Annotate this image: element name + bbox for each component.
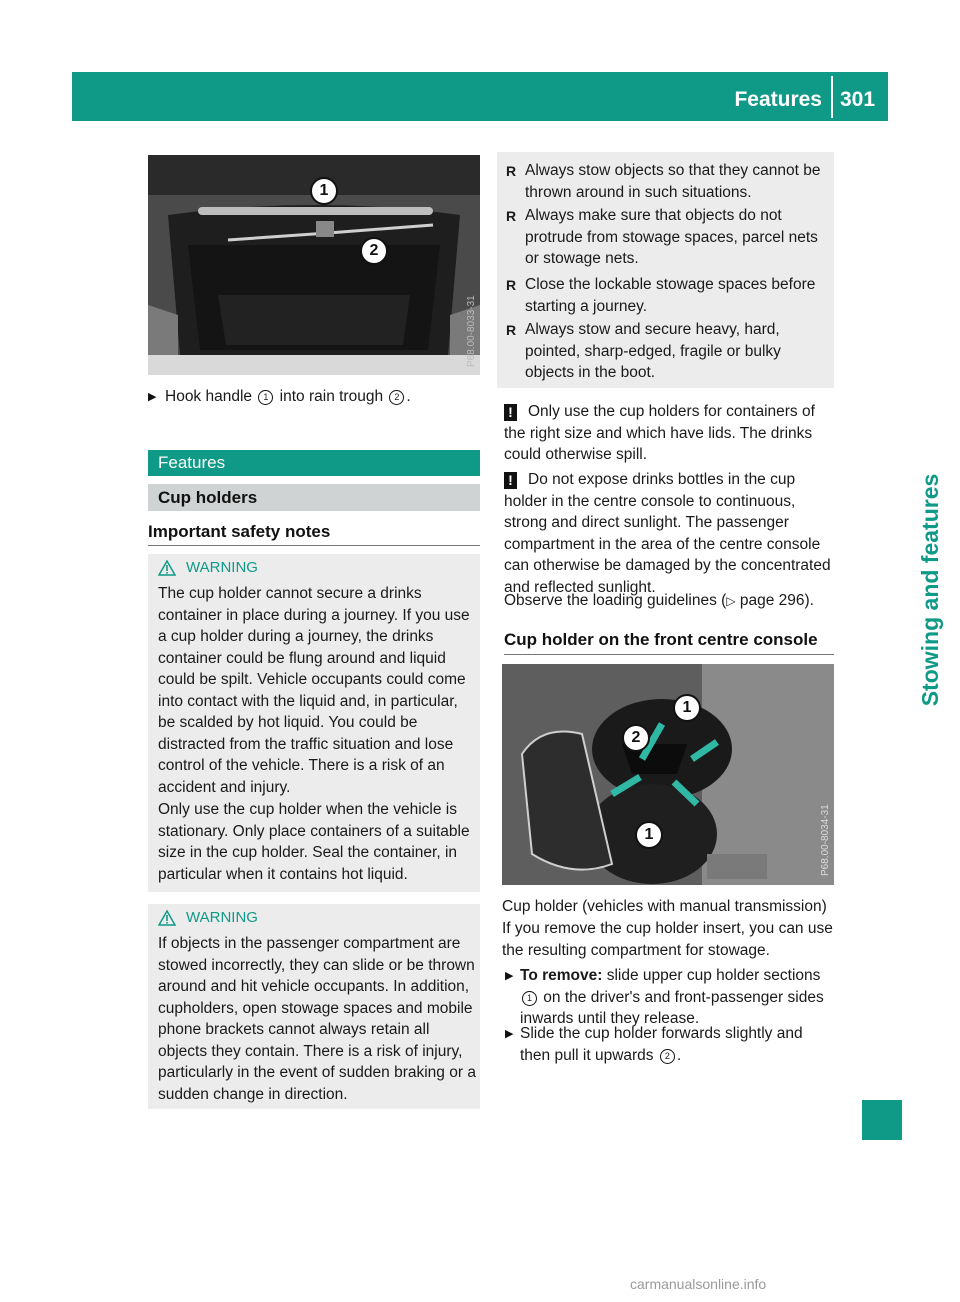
remove-step-text-2: on the driver's and front-passenger sides inwards until they release. <box>520 988 824 1027</box>
note-2: Do not expose drinks bottles in the cup holder in the centre console to continuous, strong and direct sunlight. The passenger compartment in the area of the centre console can otherwise be damaged by the concentrated and reflected sunlight. <box>504 471 831 596</box>
warning-triangle-icon <box>158 910 176 926</box>
console-photo <box>502 664 834 885</box>
callout-2: 2 <box>622 724 650 752</box>
bullet-icon: R <box>506 163 517 179</box>
section-cup-holders: Cup holders <box>148 484 480 511</box>
remove-step-label: To remove: <box>520 967 603 984</box>
step-arrow-icon: ▶ <box>505 970 514 982</box>
slide-step-ref-2: 2 <box>660 1049 675 1064</box>
warning-2-p1: If objects in the passenger compartment are stowed incorrectly, they can slide or be thrown around and hit vehicle occupants. In addition, cupholders, open stowage spaces and mobile phone brackets cannot always retain all objects they contain. There is a risk of injury, particularly in the event of sudden braking or a sudden change in direction. <box>158 935 476 1103</box>
bullet-4: Always stow and secure heavy, hard, pointed, sharp-edged, fragile or bulky objects in the boot. <box>525 321 781 381</box>
slide-step-text-2: . <box>676 1046 682 1064</box>
slide-step <box>520 1023 834 1066</box>
warning-1-p2: Only use the cup holder when the vehicle is stationary. Only place containers of a suitable size in the cup holder. Seal the container, in particular when it contains hot liquid. <box>158 801 470 883</box>
observe-page-link[interactable]: page 296). <box>735 592 814 609</box>
bullet-icon: R <box>506 322 517 338</box>
photo-caption: Cup holder (vehicles with manual transmission) <box>502 898 827 915</box>
page-ref-arrow-icon: ▷ <box>726 594 736 608</box>
callout-1: 1 <box>310 177 338 205</box>
hook-step <box>165 386 480 408</box>
warning-triangle-icon <box>158 560 176 576</box>
warning-2-title: WARNING <box>186 909 258 926</box>
section-features: Features <box>148 450 480 476</box>
callout-2: 2 <box>360 237 388 265</box>
remove-step-ref-1: 1 <box>522 991 537 1006</box>
slide-step-text-1: Slide the cup holder forwards slightly and then pull it upwards <box>520 1025 803 1064</box>
photo-code: P68.00-8033-31 <box>466 295 477 367</box>
observe-text-1: Observe the loading guidelines ( <box>504 592 727 609</box>
intro-text: If you remove the cup holder insert, you can use the resulting compartment for stowage. <box>502 920 833 959</box>
step-arrow-icon: ▶ <box>148 391 157 403</box>
callout-1-top: 1 <box>673 694 701 722</box>
observe-loading <box>504 590 836 613</box>
note-1: Only use the cup holders for containers of the right size and which have lids. The drinks could otherwise spill. <box>504 403 815 463</box>
step-arrow-icon: ▶ <box>505 1028 514 1040</box>
note-exclamation-icon: ! <box>504 404 517 421</box>
header-separator <box>831 76 833 118</box>
warning-1-p1: The cup holder cannot secure a drinks container in place during a journey. If you use a cup holder during a journey, the drinks container could be flung around and liquid could be spilt. Vehicle occupants could come into contact with the liquid and, in particular, be scalded by hot liquid. You could be distracted from the traffic situation and lose control of the vehicle. There is a risk of an accident and injury. <box>158 585 470 796</box>
safety-rule <box>148 545 480 546</box>
remove-step <box>520 965 834 1030</box>
remove-step-text-1: slide upper cup holder sections <box>602 967 821 984</box>
console-heading: Cup holder on the front centre console <box>504 630 818 649</box>
safety-heading: Important safety notes <box>148 522 331 541</box>
console-rule <box>504 654 834 655</box>
photo-code: P68.00-8034-31 <box>820 804 831 876</box>
hook-step-text-1: Hook handle <box>165 388 253 405</box>
hook-step-ref-1: 1 <box>258 390 273 405</box>
side-tab-marker <box>862 1100 902 1140</box>
note-exclamation-icon: ! <box>504 472 517 489</box>
side-tab-label: Stowing and features <box>917 473 943 707</box>
hook-step-text-3: . <box>406 388 411 405</box>
bullet-icon: R <box>506 277 517 293</box>
callout-1-bottom: 1 <box>635 821 663 849</box>
bullet-icon: R <box>506 208 517 224</box>
bullet-2: Always make sure that objects do not protrude from stowage spaces, parcel nets or stowage nets. <box>525 207 818 267</box>
page-number: 301 <box>840 88 876 111</box>
watermark: carmanualsonline.info <box>630 1276 767 1292</box>
boot-photo <box>148 155 480 375</box>
header-title: Features <box>734 88 822 111</box>
warning-1-title: WARNING <box>186 559 258 576</box>
console-photo-drawing <box>502 664 834 885</box>
bullet-1: Always stow objects so that they cannot be thrown around in such situations. <box>525 162 821 201</box>
hook-step-text-2: into rain trough <box>279 388 384 405</box>
hook-step-ref-2: 2 <box>389 390 404 405</box>
bullet-3: Close the lockable stowage spaces before starting a journey. <box>525 276 816 315</box>
